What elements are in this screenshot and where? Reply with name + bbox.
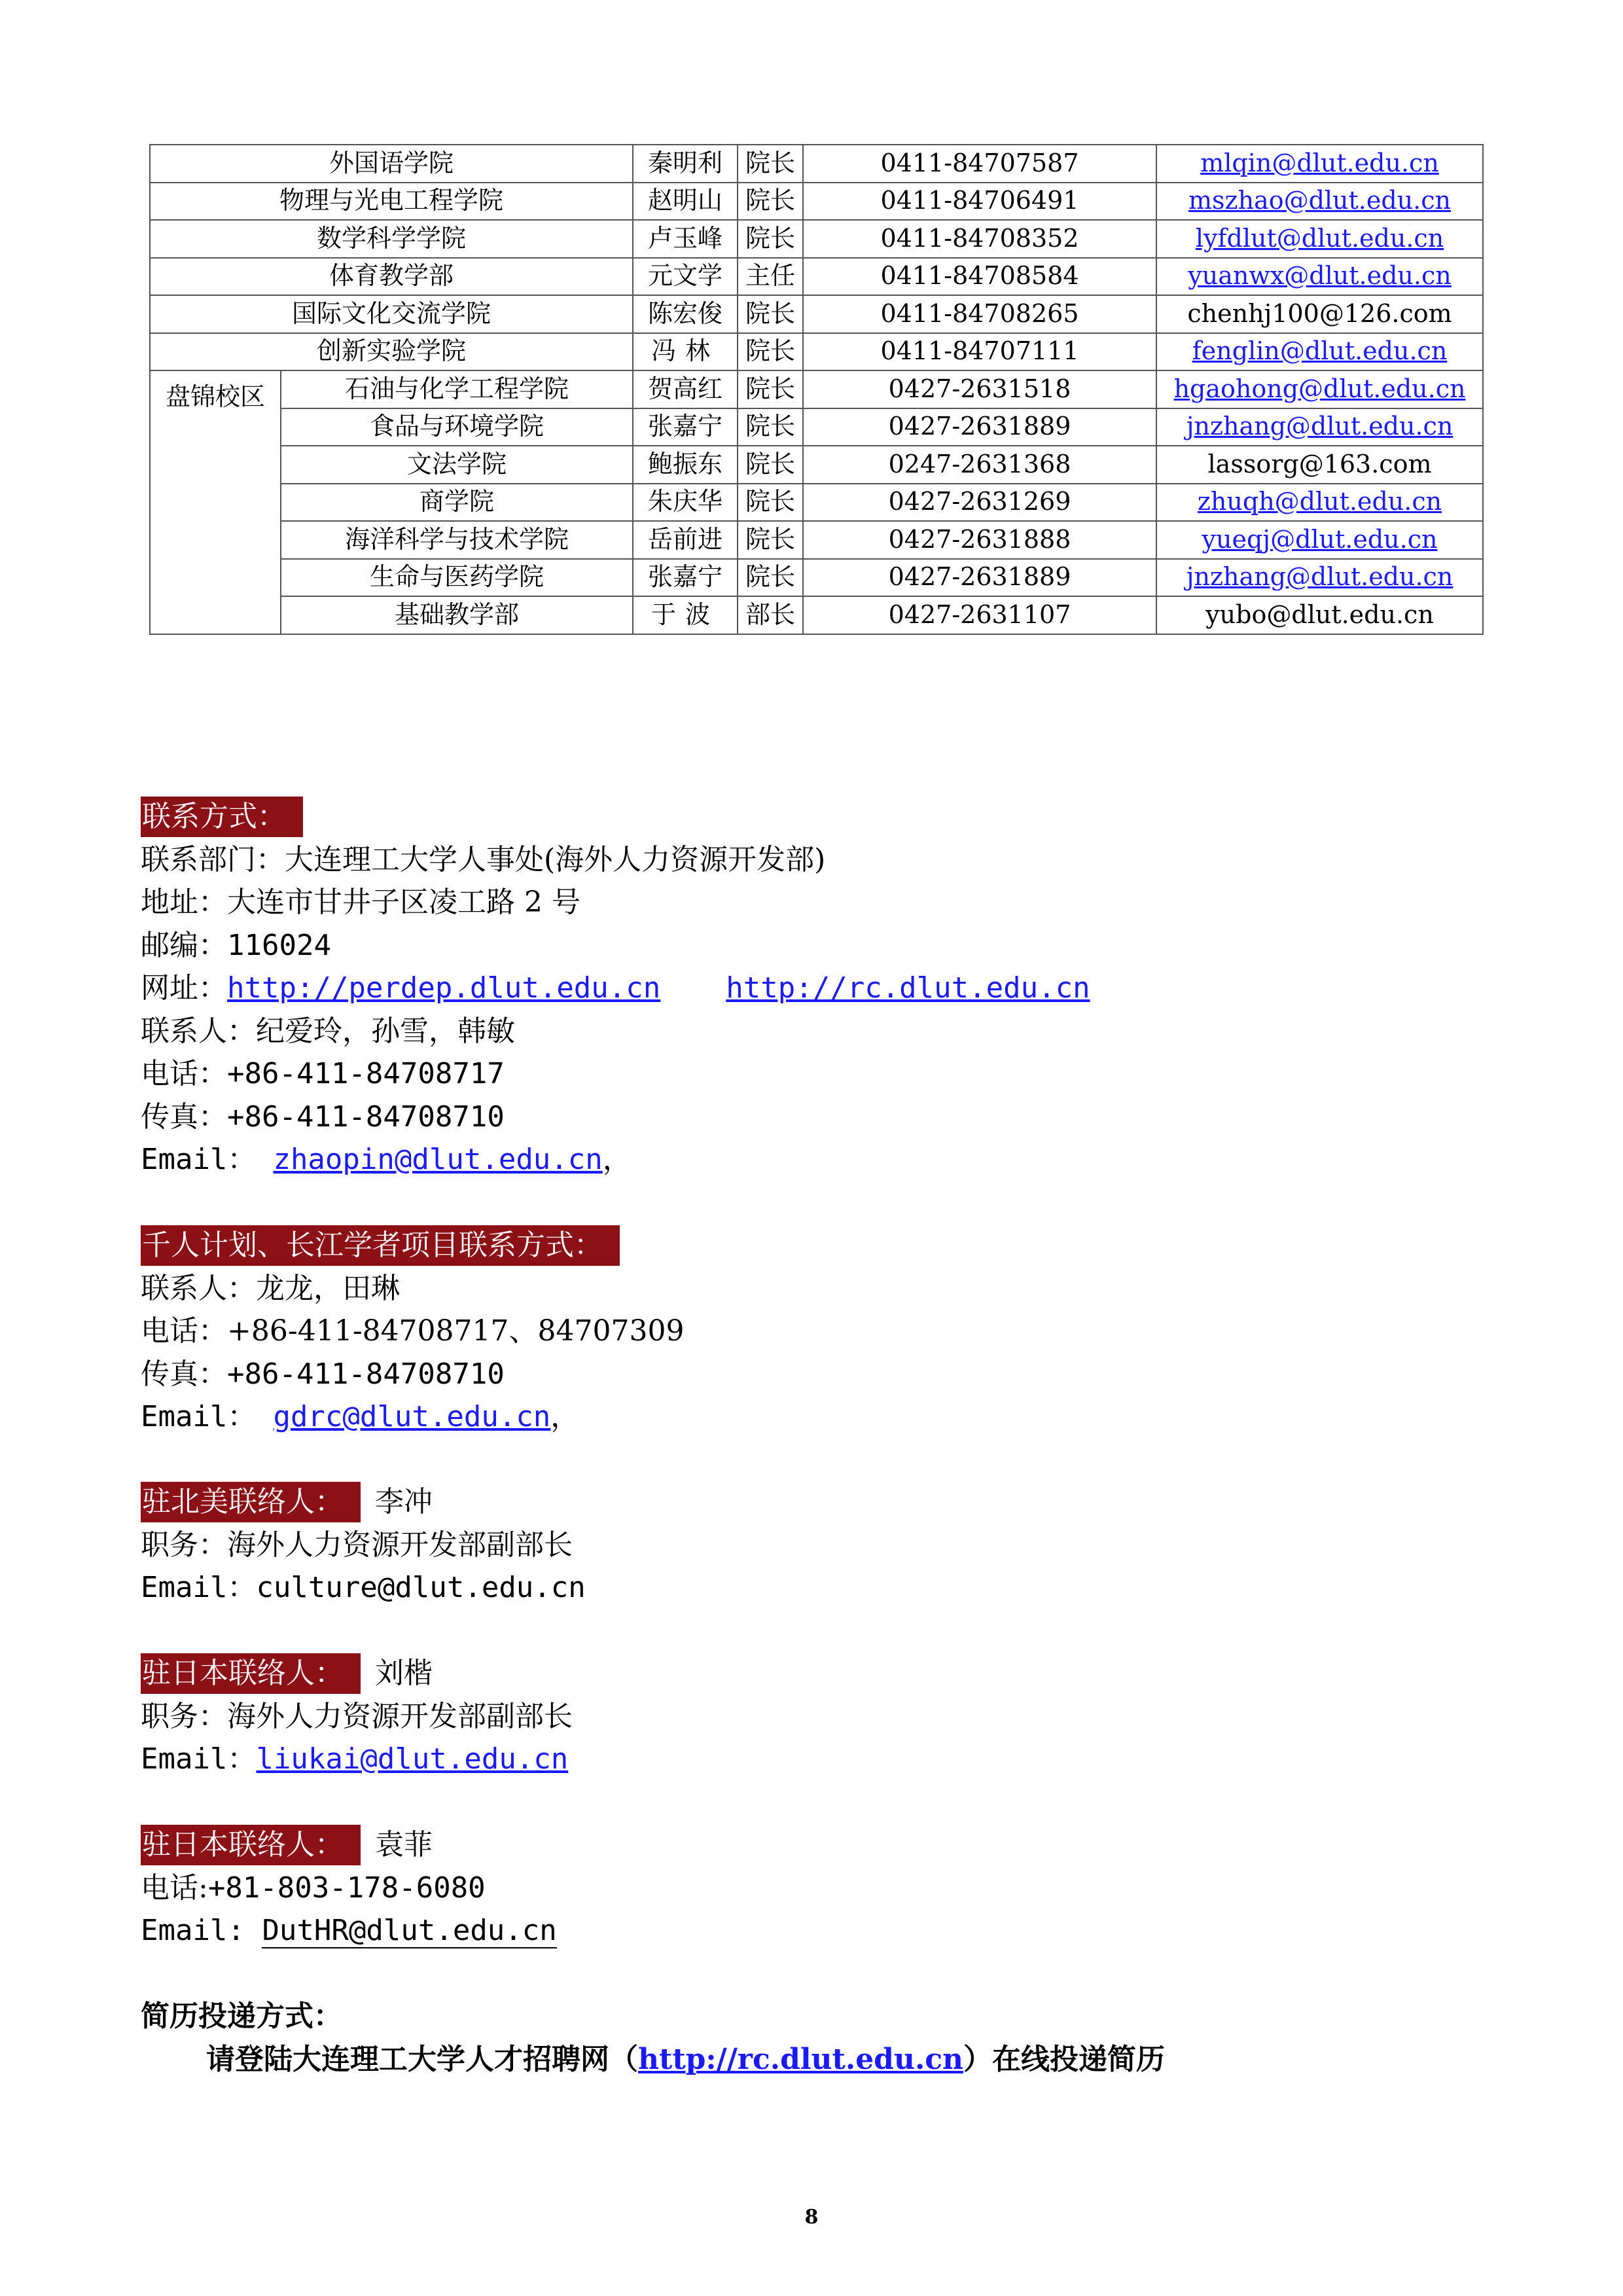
row-email-cell [1156, 183, 1483, 221]
table-row [150, 521, 1483, 559]
jp-liaison-1-section [141, 1652, 573, 1781]
email-link[interactable]: zhuqh@dlut.edu.cn [1197, 487, 1442, 516]
name-cell: 卢玉峰 [633, 220, 738, 258]
table-row [150, 370, 1483, 408]
resume-text-before: 请登陆大连理工大学人才招聘网（ [206, 2042, 638, 2076]
title-cell: 院长 [738, 333, 803, 371]
contact-section [141, 795, 1090, 1181]
talent-phone-label: 电话： [141, 1314, 227, 1348]
dept-cell: 物理与光电工程学院 [150, 183, 633, 221]
table-row [150, 220, 1483, 258]
page-number: 8 [804, 2206, 819, 2229]
contact-person-label: 联系人： [141, 1014, 256, 1048]
phone-cell: 0247-2631368 [803, 446, 1156, 484]
dept-cell: 石油与化学工程学院 [281, 370, 633, 408]
jp-liaison-1-role-label: 职务： [141, 1699, 227, 1733]
dept-cell: 海洋科学与技术学院 [281, 521, 633, 559]
dept-cell: 体育教学部 [150, 258, 633, 296]
dept-cell: 创新实验学院 [150, 333, 633, 371]
title-cell: 院长 [738, 295, 803, 333]
email-text: chenhj100@126.com [1187, 298, 1452, 328]
na-liaison-name: 李冲 [375, 1485, 433, 1518]
title-cell: 院长 [738, 145, 803, 183]
contact-email-label: Email： [141, 1143, 257, 1176]
jp-liaison-2-section [141, 1823, 557, 1952]
name-cell: 鲍振东 [633, 446, 738, 484]
talent-section [141, 1224, 684, 1439]
phone-cell: 0411-84706491 [803, 183, 1156, 221]
phone-cell: 0427-2631888 [803, 521, 1156, 559]
talent-phone-value: +86-411-84708717、84707309 [227, 1314, 685, 1348]
na-liaison-email-label: Email： [141, 1571, 257, 1604]
name-cell: 于波 [633, 596, 738, 634]
talent-fax-label: 传真： [141, 1357, 227, 1391]
talent-person-label: 联系人： [141, 1271, 256, 1305]
title-cell: 院长 [738, 446, 803, 484]
contact-web-link-perdep[interactable]: http://perdep.dlut.edu.cn [227, 971, 661, 1005]
email-link[interactable]: hgaohong@dlut.edu.cn [1173, 374, 1466, 403]
resume-section [141, 1995, 1165, 2081]
talent-heading: 千人计划、长江学者项目联系方式： [141, 1225, 620, 1266]
table-row [150, 596, 1483, 634]
contact-person-value: 纪爱玲，孙雪，韩敏 [256, 1014, 515, 1048]
talent-email-label: Email： [141, 1400, 257, 1433]
phone-cell: 0411-84707111 [803, 333, 1156, 371]
jp-liaison-2-phone-value: +81-803-178-6080 [207, 1871, 486, 1905]
name-cell: 张嘉宁 [633, 559, 738, 597]
title-cell: 院长 [738, 521, 803, 559]
resume-url-link[interactable]: http://rc.dlut.edu.cn [638, 2042, 964, 2076]
name-cell: 冯林 [633, 333, 738, 371]
email-link[interactable]: yueqj@dlut.edu.cn [1202, 524, 1438, 554]
na-liaison-role-value: 海外人力资源开发部副部长 [227, 1528, 573, 1562]
contact-zip-value: 116024 [227, 928, 331, 962]
phone-cell: 0427-2631518 [803, 370, 1156, 408]
directory-table-body [150, 145, 1483, 634]
table-row [150, 295, 1483, 333]
row-email-cell [1156, 370, 1483, 408]
table-row [150, 145, 1483, 183]
title-cell: 院长 [738, 559, 803, 597]
name-cell: 秦明利 [633, 145, 738, 183]
row-email-cell [1156, 145, 1483, 183]
row-email-cell [1156, 596, 1483, 634]
title-cell: 院长 [738, 484, 803, 522]
contact-phone-value: +86-411-84708717 [227, 1057, 505, 1090]
contact-address-value: 大连市甘井子区凌工路 2 号 [227, 886, 580, 919]
email-text: lassorg@163.com [1207, 449, 1432, 478]
table-row [150, 559, 1483, 597]
email-link[interactable]: jnzhang@dlut.edu.cn [1186, 562, 1454, 592]
contact-web-label: 网址： [141, 971, 227, 1005]
row-email-cell [1156, 258, 1483, 296]
name-cell: 岳前进 [633, 521, 738, 559]
jp-liaison-1-email-label: Email： [141, 1742, 257, 1776]
phone-cell: 0411-84707587 [803, 145, 1156, 183]
jp-liaison-2-phone-label: 电话: [141, 1871, 208, 1905]
talent-person-value: 龙龙，田琳 [256, 1271, 400, 1305]
row-email-cell [1156, 333, 1483, 371]
row-email-cell [1156, 484, 1483, 522]
row-email-cell [1156, 220, 1483, 258]
jp-liaison-2-email-value[interactable]: DutHR@dlut.edu.cn [262, 1914, 557, 1947]
contact-heading: 联系方式： [141, 797, 303, 837]
title-cell: 部长 [738, 596, 803, 634]
contact-email-link[interactable]: zhaopin@dlut.edu.cn [273, 1143, 603, 1176]
name-cell: 张嘉宁 [633, 408, 738, 446]
resume-heading: 简历投递方式： [141, 2000, 342, 2033]
jp-liaison-1-name: 刘楷 [375, 1657, 433, 1690]
campus-label-cell: 盘锦校区 [150, 370, 281, 634]
contact-zip-label: 邮编： [141, 928, 227, 962]
na-liaison-section [141, 1480, 586, 1609]
email-link[interactable]: lyfdlut@dlut.edu.cn [1195, 223, 1444, 253]
title-cell: 主任 [738, 258, 803, 296]
talent-fax-value: +86-411-84708710 [227, 1357, 505, 1391]
email-text: yubo@dlut.edu.cn [1205, 600, 1434, 629]
jp-liaison-1-role-value: 海外人力资源开发部副部长 [227, 1699, 573, 1733]
phone-cell: 0427-2631269 [803, 484, 1156, 522]
dept-cell: 商学院 [281, 484, 633, 522]
phone-cell: 0411-84708352 [803, 220, 1156, 258]
contact-fax-value: +86-411-84708710 [227, 1100, 505, 1134]
name-cell: 元文学 [633, 258, 738, 296]
title-cell: 院长 [738, 408, 803, 446]
table-row [150, 484, 1483, 522]
talent-email-suffix: ， [550, 1400, 580, 1433]
jp-liaison-1-heading: 驻日本联络人： [141, 1653, 361, 1694]
name-cell: 陈宏俊 [633, 295, 738, 333]
row-email-cell [1156, 295, 1483, 333]
table-row [150, 333, 1483, 371]
row-email-cell [1156, 446, 1483, 484]
dept-cell: 基础教学部 [281, 596, 633, 634]
name-cell: 赵明山 [633, 183, 738, 221]
na-liaison-email-value: culture@dlut.edu.cn [256, 1571, 586, 1604]
jp-liaison-2-name: 袁菲 [375, 1828, 433, 1861]
email-link[interactable]: mlqin@dlut.edu.cn [1200, 148, 1439, 177]
phone-cell: 0411-84708265 [803, 295, 1156, 333]
jp-liaison-2-heading: 驻日本联络人： [141, 1825, 361, 1865]
email-link[interactable]: jnzhang@dlut.edu.cn [1186, 412, 1454, 441]
row-email-cell [1156, 559, 1483, 597]
phone-cell: 0427-2631889 [803, 559, 1156, 597]
resume-text-after: ）在线投递简历 [963, 2042, 1166, 2076]
phone-cell: 0411-84708584 [803, 258, 1156, 296]
contact-phone-label: 电话： [141, 1057, 227, 1090]
na-liaison-role-label: 职务： [141, 1528, 227, 1562]
dept-cell: 数学科学学院 [150, 220, 633, 258]
title-cell: 院长 [738, 370, 803, 408]
contact-email-suffix: ， [602, 1143, 632, 1176]
title-cell: 院长 [738, 220, 803, 258]
talent-email-link[interactable]: gdrc@dlut.edu.cn [273, 1400, 551, 1433]
dept-cell: 文法学院 [281, 446, 633, 484]
contact-dept-label: 联系部门： [141, 842, 285, 876]
na-liaison-heading: 驻北美联络人： [141, 1482, 361, 1522]
row-email-cell [1156, 521, 1483, 559]
phone-cell: 0427-2631889 [803, 408, 1156, 446]
phone-cell: 0427-2631107 [803, 596, 1156, 634]
dept-cell: 食品与环境学院 [281, 408, 633, 446]
directory-table [149, 144, 1484, 635]
email-link[interactable]: mszhao@dlut.edu.cn [1188, 186, 1452, 215]
name-cell: 贺高红 [633, 370, 738, 408]
contact-fax-label: 传真： [141, 1100, 227, 1134]
table-row [150, 408, 1483, 446]
jp-liaison-1-email-link[interactable]: liukai@dlut.edu.cn [256, 1742, 569, 1776]
email-link[interactable]: yuanwx@dlut.edu.cn [1188, 261, 1452, 291]
table-row [150, 183, 1483, 221]
name-cell: 朱庆华 [633, 484, 738, 522]
table-row [150, 258, 1483, 296]
title-cell: 院长 [738, 183, 803, 221]
contact-dept-value: 大连理工大学人事处(海外人力资源开发部) [285, 842, 826, 876]
contact-address-label: 地址： [141, 886, 227, 919]
table-row [150, 446, 1483, 484]
email-link[interactable]: fenglin@dlut.edu.cn [1192, 336, 1448, 366]
row-email-cell [1156, 408, 1483, 446]
dept-cell: 外国语学院 [150, 145, 633, 183]
dept-cell: 生命与医药学院 [281, 559, 633, 597]
contact-web-link-rc[interactable]: http://rc.dlut.edu.cn [726, 971, 1090, 1005]
dept-cell: 国际文化交流学院 [150, 295, 633, 333]
jp-liaison-2-email-label: Email: [141, 1914, 262, 1947]
